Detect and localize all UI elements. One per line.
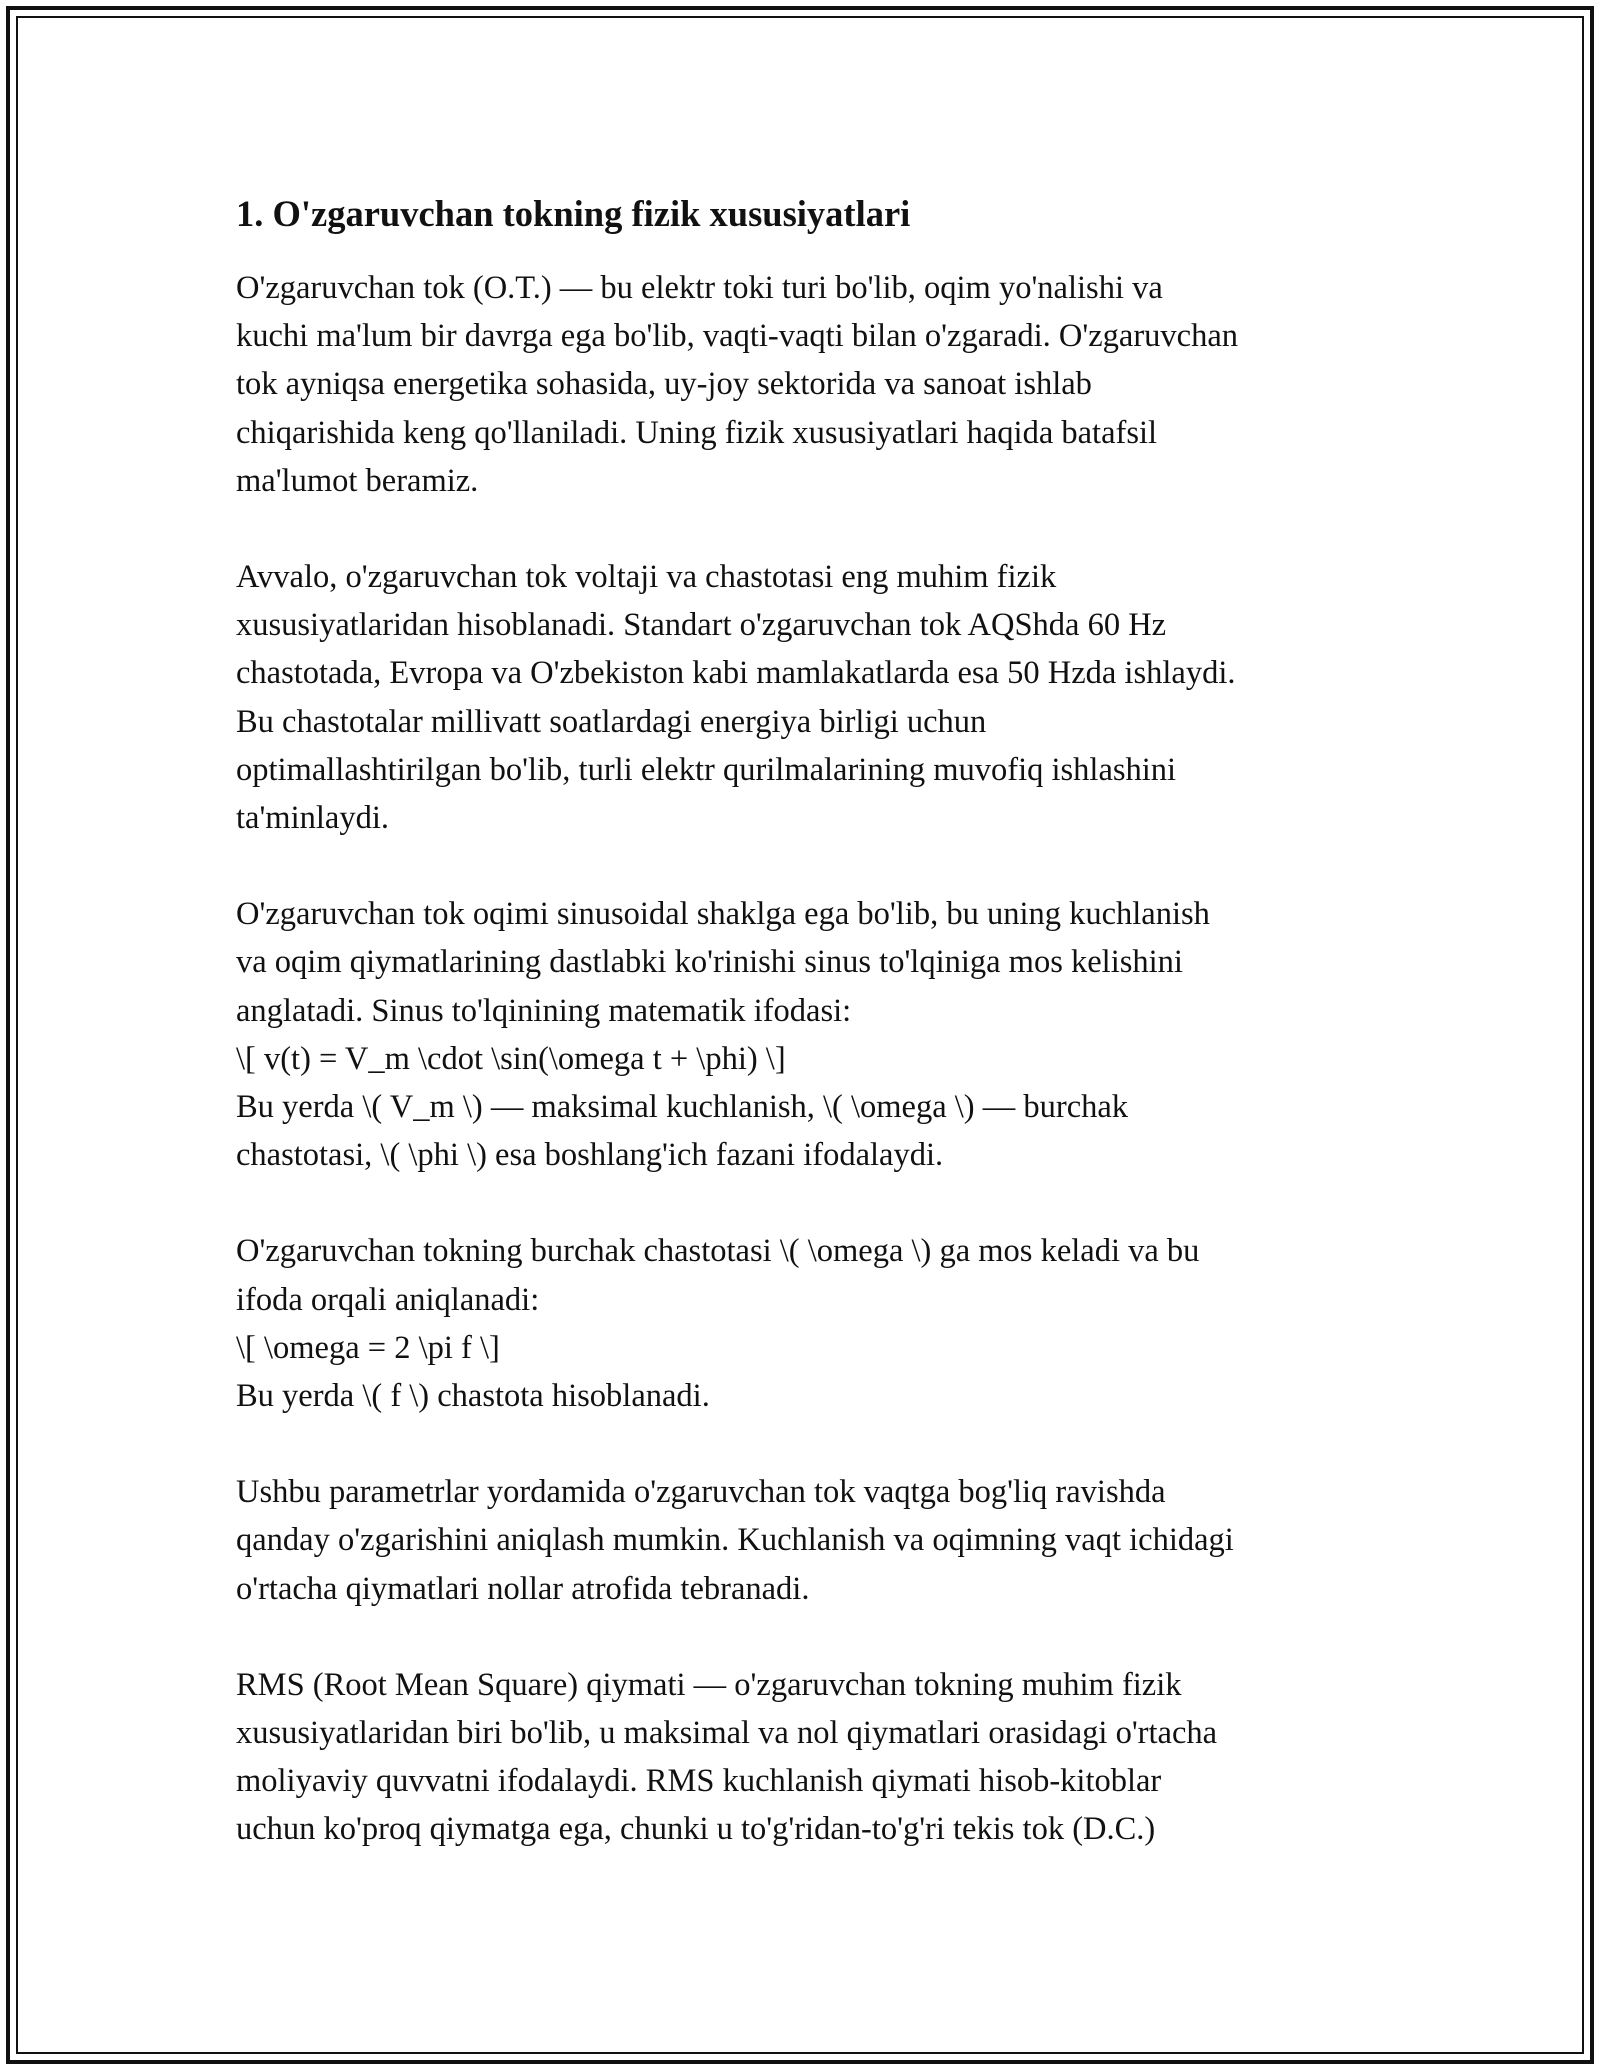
paragraph-line: Bu yerda \( V_m \) — maksimal kuchlanish, \( \omega \) — burchak <box>236 1089 1129 1126</box>
paragraph-line: \[ \omega = 2 \pi f \] <box>236 1329 500 1366</box>
paragraph-line: ta'minlaydi. <box>236 800 389 837</box>
paragraph-line: O'zgaruvchan tok oqimi sinusoidal shaklga ega bo'lib, bu uning kuchlanish <box>236 896 1210 933</box>
paragraph-line: chiqarishida keng qo'llaniladi. Uning fizik xususiyatlari haqida batafsil <box>236 414 1158 451</box>
paragraph-line: Bu yerda \( f \) chastota hisoblanadi. <box>236 1378 710 1415</box>
document-body <box>236 186 1371 1854</box>
paragraph-line: qanday o'zgarishini aniqlash mumkin. Kuchlanish va oqimning vaqt ichidagi <box>236 1522 1234 1559</box>
paragraph-line: xususiyatlaridan hisoblanadi. Standart o'zgaruvchan tok AQShda 60 Hz <box>236 607 1167 644</box>
paragraph-line: O'zgaruvchan tokning burchak chastotasi \( \omega \) ga mos keladi va bu <box>236 1233 1200 1270</box>
paragraph-line: chastotada, Evropa va O'zbekiston kabi mamlakatlarda esa 50 Hzda ishlaydi. <box>236 655 1236 692</box>
paragraph-line: va oqim qiymatlarining dastlabki ko'rinishi sinus to'lqiniga mos kelishini <box>236 944 1183 981</box>
paragraph <box>236 1661 1371 1854</box>
paragraph <box>236 1468 1371 1613</box>
paragraph-list <box>236 264 1371 1854</box>
paragraph-line: kuchi ma'lum bir davrga ega bo'lib, vaqti-vaqti bilan o'zgaradi. O'zgaruvchan <box>236 318 1239 355</box>
paragraph-line: xususiyatlaridan biri bo'lib, u maksimal va nol qiymatlari orasidagi o'rtacha <box>236 1715 1218 1752</box>
paragraph-line: Ushbu parametrlar yordamida o'zgaruvchan tok vaqtga bog'liq ravishda <box>236 1474 1166 1511</box>
paragraph-line: RMS (Root Mean Square) qiymati — o'zgaruvchan tokning muhim fizik <box>236 1666 1182 1703</box>
paragraph <box>236 890 1371 1179</box>
paragraph-line: \[ v(t) = V_m \cdot \sin(\omega t + \phi) \] <box>236 1040 786 1077</box>
paragraph-line: tok ayniqsa energetika sohasida, uy-joy sektorida va sanoat ishlab <box>236 366 1092 403</box>
paragraph-line: moliyaviy quvvatni ifodalaydi. RMS kuchlanish qiymati hisob-kitoblar <box>236 1763 1162 1800</box>
paragraph-line: Avvalo, o'zgaruvchan tok voltaji va chastotasi eng muhim fizik <box>236 559 1057 596</box>
paragraph <box>236 264 1371 505</box>
paragraph-line: optimallashtirilgan bo'lib, turli elektr qurilmalarining muvofiq ishlashini <box>236 751 1177 788</box>
paragraph-line: ifoda orqali aniqlanadi: <box>236 1281 540 1318</box>
paragraph-line: uchun ko'proq qiymatga ega, chunki u to'g'ridan-to'g'ri tekis tok (D.C.) <box>236 1811 1156 1848</box>
paragraph-line: Bu chastotalar millivatt soatlardagi energiya birligi uchun <box>236 703 987 740</box>
section-heading: 1. O'zgaruvchan tokning fizik xususiyatlari <box>236 193 911 234</box>
paragraph <box>236 553 1371 842</box>
paragraph-line: chastotasi, \( \phi \) esa boshlang'ich fazani ifodalaydi. <box>236 1137 944 1174</box>
paragraph-line: anglatadi. Sinus to'lqinining matematik ifodasi: <box>236 992 852 1029</box>
paragraph-line: ma'lumot beramiz. <box>236 462 479 499</box>
paragraph-line: O'zgaruvchan tok (O.T.) — bu elektr toki turi bo'lib, oqim yo'nalishi va <box>236 270 1163 306</box>
paragraph-line: o'rtacha qiymatlari nollar atrofida tebranadi. <box>236 1570 810 1607</box>
paragraph <box>236 1227 1371 1420</box>
